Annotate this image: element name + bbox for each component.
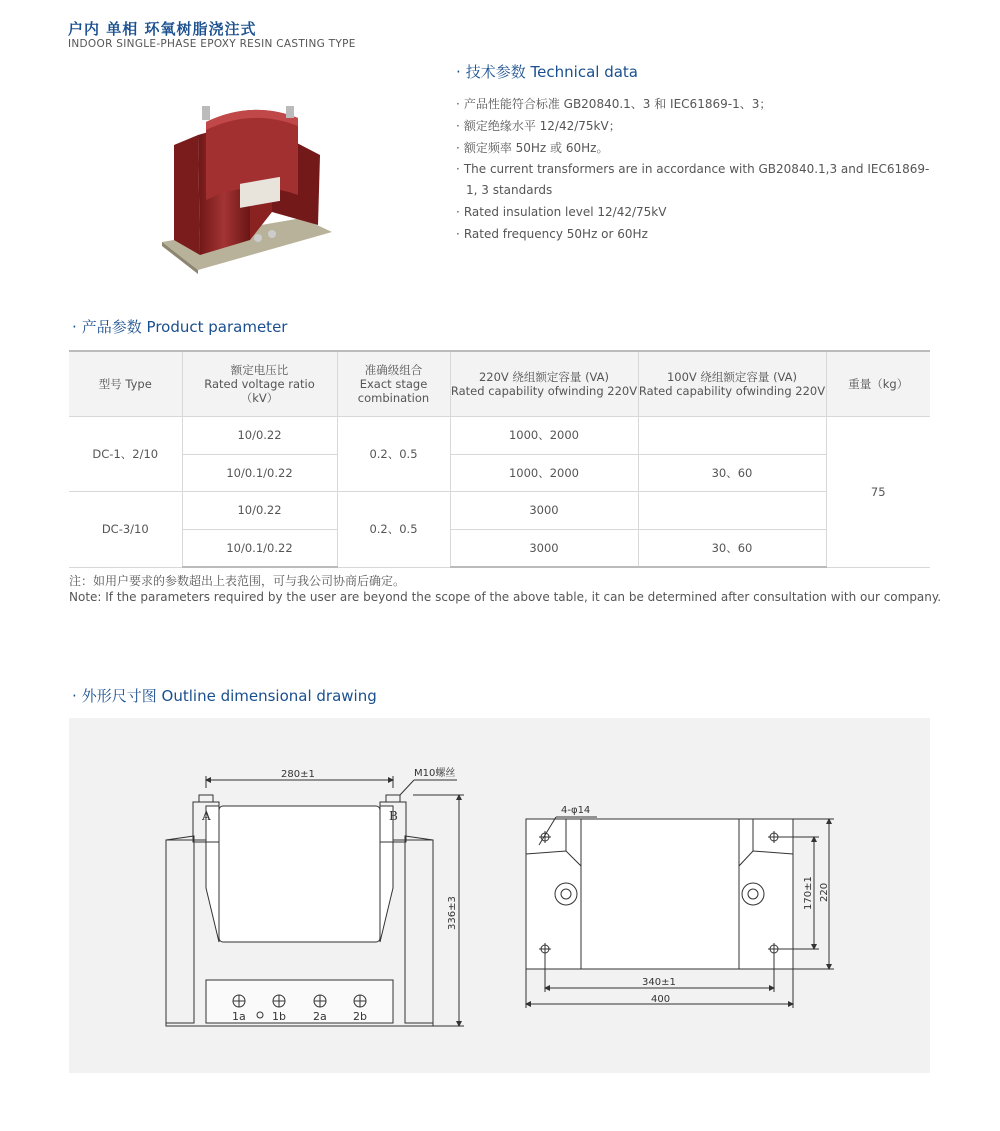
cell-cap-220: 3000 [450, 529, 638, 567]
table-row [69, 454, 930, 492]
tech-item: · 额定频率 50Hz 或 60Hz。 [456, 141, 609, 155]
bolt-label: M10螺丝 [414, 768, 456, 779]
tech-heading: · 技术参数 Technical data [456, 63, 638, 81]
front-view [166, 776, 464, 1026]
terminal-1b: 1b [272, 1010, 286, 1023]
cell-cap-220: 1000、2000 [450, 454, 638, 492]
cell-cap-100 [638, 417, 826, 455]
page-subtitle: INDOOR SINGLE-PHASE EPOXY RESIN CASTING TYPE [68, 38, 356, 50]
cell-weight: 75 [826, 417, 930, 568]
hole-spec-label: 4-φ14 [561, 805, 591, 816]
dim-hole-depth-170: 170±1 [803, 876, 814, 910]
note-cn: 注：如用户要求的参数超出上表范围，可与我公司协商后确定。 [69, 574, 406, 588]
dim-length-400: 400 [651, 994, 671, 1005]
terminal-2a: 2a [313, 1010, 327, 1023]
cell-ratio: 10/0.22 [182, 417, 337, 455]
cell-cap-100: 30、60 [638, 454, 826, 492]
cell-cap-100 [638, 492, 826, 530]
col-cap-100: 100V 绕组额定容量 (VA) Rated capability ofwinding 220V [638, 351, 826, 417]
cell-type: DC-1、2/10 [69, 417, 182, 492]
terminal-b-label: B [389, 809, 398, 823]
col-ratio: 额定电压比 Rated voltage ratio （kV） [182, 351, 337, 417]
tech-item: · Rated insulation level 12/42/75kV [456, 205, 667, 219]
tech-item: · 额定绝缘水平 12/42/75kV； [456, 119, 621, 133]
params-heading: · 产品参数 Product parameter [72, 318, 288, 336]
cell-ratio: 10/0.1/0.22 [182, 454, 337, 492]
tech-list [456, 93, 936, 245]
tech-item: · 产品性能符合标准 GB20840.1、3 和 IEC61869-1、3； [456, 97, 772, 111]
note-en: Note: If the parameters required by the user are beyond the scope of the above table, it can be determined after consultation with our company. [69, 590, 942, 604]
terminal-a-label: A [202, 809, 211, 823]
plan-view [526, 817, 834, 1008]
product-parameter-table [69, 350, 930, 568]
product-photo [160, 100, 340, 275]
cell-type: DC-3/10 [69, 492, 182, 568]
outline-drawing [69, 718, 930, 1073]
outline-drawing-panel [69, 718, 930, 1073]
cell-cap-100: 30、60 [638, 529, 826, 567]
page-title: 户内 单相 环氧树脂浇注式 [68, 20, 257, 38]
table-header-row [69, 351, 930, 417]
col-weight: 重量（kg） [826, 351, 930, 417]
cell-cap-220: 1000、2000 [450, 417, 638, 455]
cell-accuracy: 0.2、0.5 [337, 492, 450, 568]
cell-ratio: 10/0.1/0.22 [182, 529, 337, 567]
table-row [69, 417, 930, 455]
dim-depth-220: 220 [819, 882, 830, 902]
terminal-1a: 1a [232, 1010, 246, 1023]
cell-cap-220: 3000 [450, 492, 638, 530]
dim-hole-span-340: 340±1 [642, 977, 676, 988]
col-accuracy: 准确级组合 Exact stage combination [337, 351, 450, 417]
dim-width-280: 280±1 [281, 769, 315, 780]
dim-height-336: 336±3 [447, 896, 458, 930]
cell-ratio: 10/0.22 [182, 492, 337, 530]
cell-accuracy: 0.2、0.5 [337, 417, 450, 492]
drawing-heading: · 外形尺寸图 Outline dimensional drawing [72, 687, 377, 705]
tech-item: · The current transformers are in accordance with GB20840.1,3 and IEC61869-1, 3 standards [456, 162, 930, 197]
table-row [69, 529, 930, 567]
table-row [69, 492, 930, 530]
terminal-2b: 2b [353, 1010, 367, 1023]
col-cap-220: 220V 绕组额定容量 (VA) Rated capability ofwinding 220V [450, 351, 638, 417]
tech-item: · Rated frequency 50Hz or 60Hz [456, 227, 648, 241]
col-type: 型号 Type [69, 351, 182, 417]
